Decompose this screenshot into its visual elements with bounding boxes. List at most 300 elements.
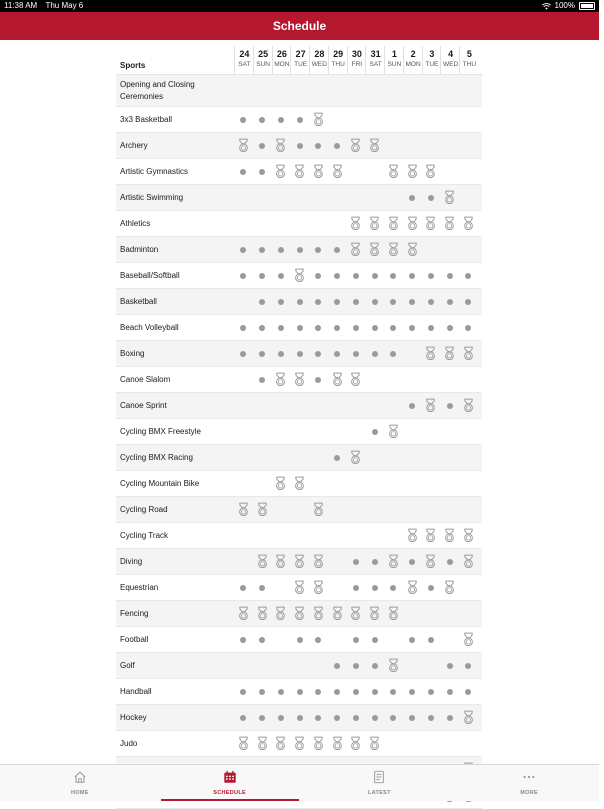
medal-event-cell[interactable] (290, 575, 309, 600)
medal-event-cell[interactable] (272, 731, 291, 756)
event-cell[interactable] (253, 575, 272, 600)
event-cell[interactable] (290, 705, 309, 730)
medal-event-cell[interactable] (272, 159, 291, 184)
event-cell[interactable] (384, 705, 403, 730)
medal-icon (425, 398, 436, 413)
event-cell[interactable] (328, 263, 347, 288)
medal-icon (238, 138, 249, 153)
event-cell[interactable] (365, 289, 384, 314)
schedule-row[interactable] (116, 185, 482, 211)
event-cell[interactable] (422, 679, 441, 704)
event-cell[interactable] (403, 263, 422, 288)
day-of-week: TUE (425, 61, 439, 68)
event-cell[interactable] (253, 679, 272, 704)
schedule-row[interactable] (116, 445, 482, 471)
event-cell[interactable] (328, 679, 347, 704)
medal-icon (238, 606, 249, 621)
event-dot-icon (372, 351, 378, 357)
schedule-row[interactable] (116, 211, 482, 237)
event-cell[interactable] (253, 107, 272, 132)
event-cell[interactable] (253, 159, 272, 184)
event-cell[interactable] (384, 289, 403, 314)
medal-icon (369, 736, 380, 751)
schedule-row[interactable] (116, 627, 482, 653)
event-cell[interactable] (440, 705, 459, 730)
medal-event-cell[interactable] (309, 549, 328, 574)
tab-home[interactable] (5, 765, 155, 801)
schedule-row[interactable] (116, 497, 482, 523)
medal-event-cell[interactable] (365, 133, 384, 158)
schedule-row[interactable] (116, 731, 482, 757)
event-dot-icon (315, 715, 321, 721)
event-cell[interactable] (403, 627, 422, 652)
event-cell[interactable] (234, 237, 253, 262)
medal-event-cell[interactable] (290, 601, 309, 626)
medal-icon (425, 528, 436, 543)
tab-label: MORE (520, 790, 538, 796)
event-cell[interactable] (440, 393, 459, 418)
event-cell[interactable] (290, 315, 309, 340)
medal-event-cell[interactable] (309, 601, 328, 626)
event-cell[interactable] (347, 263, 366, 288)
day-header-31 (365, 46, 385, 74)
event-dot-icon (409, 195, 415, 201)
event-cell[interactable] (403, 393, 422, 418)
event-cell[interactable] (365, 627, 384, 652)
medal-event-cell[interactable] (290, 549, 309, 574)
medal-icon (313, 580, 324, 595)
medal-event-cell[interactable] (272, 601, 291, 626)
schedule-row[interactable] (116, 315, 482, 341)
medal-event-cell[interactable] (440, 523, 459, 548)
medal-event-cell[interactable] (384, 549, 403, 574)
event-cell[interactable] (309, 315, 328, 340)
medal-event-cell[interactable] (290, 367, 309, 392)
medal-event-cell[interactable] (328, 159, 347, 184)
medal-event-cell[interactable] (459, 549, 478, 574)
event-cell[interactable] (272, 237, 291, 262)
medal-event-cell[interactable] (440, 211, 459, 236)
medal-event-cell[interactable] (309, 575, 328, 600)
event-cell[interactable] (290, 133, 309, 158)
event-cell[interactable] (328, 315, 347, 340)
event-cell[interactable] (328, 237, 347, 262)
medal-icon (350, 216, 361, 231)
schedule-row[interactable] (116, 601, 482, 627)
medal-event-cell[interactable] (347, 731, 366, 756)
day-of-week: SAT (238, 61, 251, 68)
event-cell[interactable] (365, 653, 384, 678)
day-header-30 (347, 46, 367, 74)
schedule-row[interactable] (116, 705, 482, 731)
medal-event-cell[interactable] (253, 549, 272, 574)
medal-event-cell[interactable] (365, 211, 384, 236)
event-dot-icon (240, 689, 246, 695)
event-cell[interactable] (253, 341, 272, 366)
event-dot-icon (465, 325, 471, 331)
event-dot-icon (465, 689, 471, 695)
event-cell[interactable] (440, 549, 459, 574)
sport-name: Golf (120, 660, 135, 670)
event-cell[interactable] (384, 679, 403, 704)
medal-event-cell[interactable] (459, 211, 478, 236)
schedule-row[interactable] (116, 523, 482, 549)
day-header-24 (234, 46, 254, 74)
event-cell[interactable] (459, 653, 478, 678)
event-cell[interactable] (234, 159, 253, 184)
event-cell[interactable] (309, 705, 328, 730)
medal-event-cell[interactable] (347, 445, 366, 470)
event-dot-icon (428, 585, 434, 591)
medal-icon (388, 242, 399, 257)
medal-event-cell[interactable] (384, 211, 403, 236)
event-cell[interactable] (347, 575, 366, 600)
medal-event-cell[interactable] (422, 211, 441, 236)
event-dot-icon (259, 273, 265, 279)
event-cell[interactable] (422, 263, 441, 288)
event-cell[interactable] (459, 289, 478, 314)
tab-more[interactable] (454, 765, 604, 801)
event-cell[interactable] (365, 315, 384, 340)
event-cell[interactable] (347, 289, 366, 314)
event-dot-icon (334, 247, 340, 253)
event-cell[interactable] (403, 549, 422, 574)
medal-event-cell[interactable] (347, 601, 366, 626)
event-cell[interactable] (403, 185, 422, 210)
event-cell[interactable] (272, 341, 291, 366)
medal-event-cell[interactable] (403, 575, 422, 600)
event-cell[interactable] (234, 107, 253, 132)
event-cell[interactable] (365, 679, 384, 704)
event-cell[interactable] (422, 185, 441, 210)
medal-event-cell[interactable] (328, 367, 347, 392)
medal-event-cell[interactable] (272, 549, 291, 574)
event-cell[interactable] (422, 705, 441, 730)
medal-event-cell[interactable] (234, 731, 253, 756)
event-cell[interactable] (253, 289, 272, 314)
event-cell[interactable] (459, 679, 478, 704)
medal-event-cell[interactable] (253, 731, 272, 756)
event-cell[interactable] (234, 341, 253, 366)
event-dot-icon (372, 325, 378, 331)
schedule-row[interactable] (116, 679, 482, 705)
event-cell[interactable] (272, 679, 291, 704)
event-cell[interactable] (272, 705, 291, 730)
medal-icon (294, 554, 305, 569)
event-cell[interactable] (365, 341, 384, 366)
event-cell[interactable] (459, 315, 478, 340)
event-cell[interactable] (347, 679, 366, 704)
event-dot-icon (353, 325, 359, 331)
event-cell[interactable] (290, 237, 309, 262)
event-dot-icon (465, 273, 471, 279)
event-cell[interactable] (328, 289, 347, 314)
medal-icon (332, 372, 343, 387)
medal-event-cell[interactable] (347, 211, 366, 236)
medal-event-cell[interactable] (365, 731, 384, 756)
medal-event-cell[interactable] (459, 393, 478, 418)
event-dot-icon (240, 637, 246, 643)
medal-event-cell[interactable] (403, 211, 422, 236)
event-cell[interactable] (234, 679, 253, 704)
medal-icon (350, 372, 361, 387)
medal-event-cell[interactable] (309, 159, 328, 184)
schedule-header-row (116, 42, 482, 75)
event-cell[interactable] (440, 289, 459, 314)
schedule-row[interactable] (116, 289, 482, 315)
event-dot-icon (372, 689, 378, 695)
event-cell[interactable] (272, 315, 291, 340)
event-cell[interactable] (309, 341, 328, 366)
schedule-row[interactable] (116, 471, 482, 497)
schedule-row[interactable] (116, 575, 482, 601)
event-dot-icon (465, 663, 471, 669)
event-cell[interactable] (403, 705, 422, 730)
sport-name: Cycling Road (120, 504, 168, 514)
schedule-row[interactable] (116, 75, 482, 107)
medal-icon (369, 242, 380, 257)
medal-event-cell[interactable] (440, 341, 459, 366)
medal-event-cell[interactable] (384, 419, 403, 444)
medal-icon (332, 606, 343, 621)
medal-icon (444, 580, 455, 595)
event-cell[interactable] (384, 341, 403, 366)
event-dot-icon (353, 689, 359, 695)
medal-event-cell[interactable] (328, 731, 347, 756)
event-cell[interactable] (253, 315, 272, 340)
medal-icon (463, 528, 474, 543)
event-dot-icon (278, 715, 284, 721)
event-cell[interactable] (234, 627, 253, 652)
event-dot-icon (409, 403, 415, 409)
medal-event-cell[interactable] (384, 159, 403, 184)
medal-icon (463, 398, 474, 413)
day-number: 1 (391, 49, 397, 59)
medal-event-cell[interactable] (403, 159, 422, 184)
sport-name: Equestrian (120, 582, 159, 592)
event-cell[interactable] (328, 133, 347, 158)
schedule-row[interactable] (116, 237, 482, 263)
schedule-table[interactable] (116, 42, 482, 762)
event-cell[interactable] (365, 549, 384, 574)
event-cell[interactable] (272, 289, 291, 314)
event-cell[interactable] (309, 367, 328, 392)
medal-event-cell[interactable] (459, 523, 478, 548)
medal-event-cell[interactable] (422, 341, 441, 366)
schedule-row[interactable] (116, 263, 482, 289)
event-cell[interactable] (234, 705, 253, 730)
event-cell[interactable] (365, 705, 384, 730)
event-cell[interactable] (440, 653, 459, 678)
sport-name: Diving (120, 556, 143, 566)
medal-event-cell[interactable] (422, 549, 441, 574)
event-cell[interactable] (365, 575, 384, 600)
medal-event-cell[interactable] (290, 471, 309, 496)
event-cell[interactable] (440, 263, 459, 288)
event-dot-icon (409, 325, 415, 331)
event-dot-icon (353, 273, 359, 279)
event-dot-icon (409, 299, 415, 305)
event-dot-icon (353, 351, 359, 357)
medal-icon (238, 736, 249, 751)
event-cell[interactable] (253, 367, 272, 392)
medal-event-cell[interactable] (253, 497, 272, 522)
event-cell[interactable] (347, 549, 366, 574)
event-cell[interactable] (234, 575, 253, 600)
medal-event-cell[interactable] (347, 367, 366, 392)
medal-event-cell[interactable] (347, 133, 366, 158)
event-dot-icon (372, 585, 378, 591)
event-cell[interactable] (290, 289, 309, 314)
medal-event-cell[interactable] (309, 107, 328, 132)
event-cell[interactable] (384, 263, 403, 288)
event-dot-icon (315, 247, 321, 253)
event-cell[interactable] (253, 263, 272, 288)
event-cell[interactable] (272, 107, 291, 132)
event-cell[interactable] (384, 315, 403, 340)
event-cell[interactable] (459, 263, 478, 288)
event-cell[interactable] (440, 679, 459, 704)
medal-event-cell[interactable] (422, 159, 441, 184)
schedule-row[interactable] (116, 549, 482, 575)
day-number: 4 (448, 49, 454, 59)
event-dot-icon (372, 663, 378, 669)
event-cell[interactable] (422, 289, 441, 314)
event-cell[interactable] (440, 315, 459, 340)
medal-icon (332, 736, 343, 751)
medal-event-cell[interactable] (403, 237, 422, 262)
event-cell[interactable] (309, 263, 328, 288)
event-dot-icon (409, 637, 415, 643)
event-dot-icon (390, 585, 396, 591)
medal-event-cell[interactable] (234, 601, 253, 626)
schedule-row[interactable] (116, 393, 482, 419)
medal-icon (350, 242, 361, 257)
medal-event-cell[interactable] (347, 237, 366, 262)
medal-event-cell[interactable] (309, 731, 328, 756)
event-cell[interactable] (290, 341, 309, 366)
event-cell[interactable] (290, 107, 309, 132)
event-cell[interactable] (422, 315, 441, 340)
event-cell[interactable] (328, 653, 347, 678)
schedule-row[interactable] (116, 133, 482, 159)
medal-event-cell[interactable] (234, 497, 253, 522)
event-cell[interactable] (347, 341, 366, 366)
schedule-row[interactable] (116, 341, 482, 367)
event-cell[interactable] (290, 627, 309, 652)
medal-event-cell[interactable] (290, 731, 309, 756)
event-cell[interactable] (403, 315, 422, 340)
event-cell[interactable] (309, 627, 328, 652)
event-dot-icon (465, 299, 471, 305)
medal-icon (257, 606, 268, 621)
event-cell[interactable] (253, 705, 272, 730)
sport-name: Athletics (120, 218, 151, 228)
event-cell[interactable] (365, 263, 384, 288)
event-cell[interactable] (328, 341, 347, 366)
medal-event-cell[interactable] (459, 627, 478, 652)
event-cell[interactable] (403, 679, 422, 704)
day-number: 24 (239, 49, 250, 59)
medal-event-cell[interactable] (290, 159, 309, 184)
event-cell[interactable] (422, 627, 441, 652)
schedule-row[interactable] (116, 107, 482, 133)
event-dot-icon (278, 689, 284, 695)
medal-event-cell[interactable] (440, 185, 459, 210)
tab-latest[interactable] (305, 765, 455, 801)
event-dot-icon (259, 169, 265, 175)
event-dot-icon (278, 351, 284, 357)
day-of-week: THU (331, 61, 345, 68)
schedule-row[interactable] (116, 653, 482, 679)
medal-event-cell[interactable] (422, 523, 441, 548)
medal-event-cell[interactable] (234, 133, 253, 158)
medal-event-cell[interactable] (328, 601, 347, 626)
tab-bar (0, 764, 599, 801)
event-cell[interactable] (384, 575, 403, 600)
event-cell[interactable] (253, 133, 272, 158)
medal-event-cell[interactable] (384, 601, 403, 626)
medal-event-cell[interactable] (365, 237, 384, 262)
medal-event-cell[interactable] (272, 133, 291, 158)
tab-schedule[interactable] (155, 765, 305, 801)
medal-event-cell[interactable] (384, 653, 403, 678)
schedule-row[interactable] (116, 367, 482, 393)
schedule-row[interactable] (116, 159, 482, 185)
event-cell[interactable] (253, 237, 272, 262)
event-cell[interactable] (328, 705, 347, 730)
medal-event-cell[interactable] (253, 601, 272, 626)
event-cell[interactable] (234, 263, 253, 288)
event-cell[interactable] (422, 575, 441, 600)
event-cell[interactable] (309, 237, 328, 262)
event-cell[interactable] (272, 263, 291, 288)
medal-event-cell[interactable] (384, 237, 403, 262)
medal-event-cell[interactable] (422, 393, 441, 418)
event-cell[interactable] (347, 627, 366, 652)
event-cell[interactable] (309, 289, 328, 314)
medal-icon (294, 736, 305, 751)
event-cell[interactable] (347, 653, 366, 678)
event-cell[interactable] (365, 419, 384, 444)
medal-icon (388, 424, 399, 439)
sport-name: Cycling BMX Racing (120, 452, 193, 462)
event-dot-icon (259, 325, 265, 331)
event-cell[interactable] (328, 445, 347, 470)
event-cell[interactable] (234, 315, 253, 340)
event-cell[interactable] (309, 679, 328, 704)
medal-event-cell[interactable] (459, 341, 478, 366)
event-cell[interactable] (403, 289, 422, 314)
day-of-week: SUN (256, 61, 270, 68)
event-cell[interactable] (309, 133, 328, 158)
schedule-row[interactable] (116, 419, 482, 445)
medal-event-cell[interactable] (365, 601, 384, 626)
event-cell[interactable] (290, 679, 309, 704)
event-cell[interactable] (347, 315, 366, 340)
sport-name: Baseball/Softball (120, 270, 180, 280)
medal-event-cell[interactable] (459, 705, 478, 730)
event-dot-icon (334, 715, 340, 721)
medal-event-cell[interactable] (309, 497, 328, 522)
medal-event-cell[interactable] (440, 575, 459, 600)
medal-event-cell[interactable] (403, 523, 422, 548)
event-cell[interactable] (253, 627, 272, 652)
event-cell[interactable] (347, 705, 366, 730)
medal-event-cell[interactable] (290, 263, 309, 288)
medal-event-cell[interactable] (272, 471, 291, 496)
medal-event-cell[interactable] (272, 367, 291, 392)
